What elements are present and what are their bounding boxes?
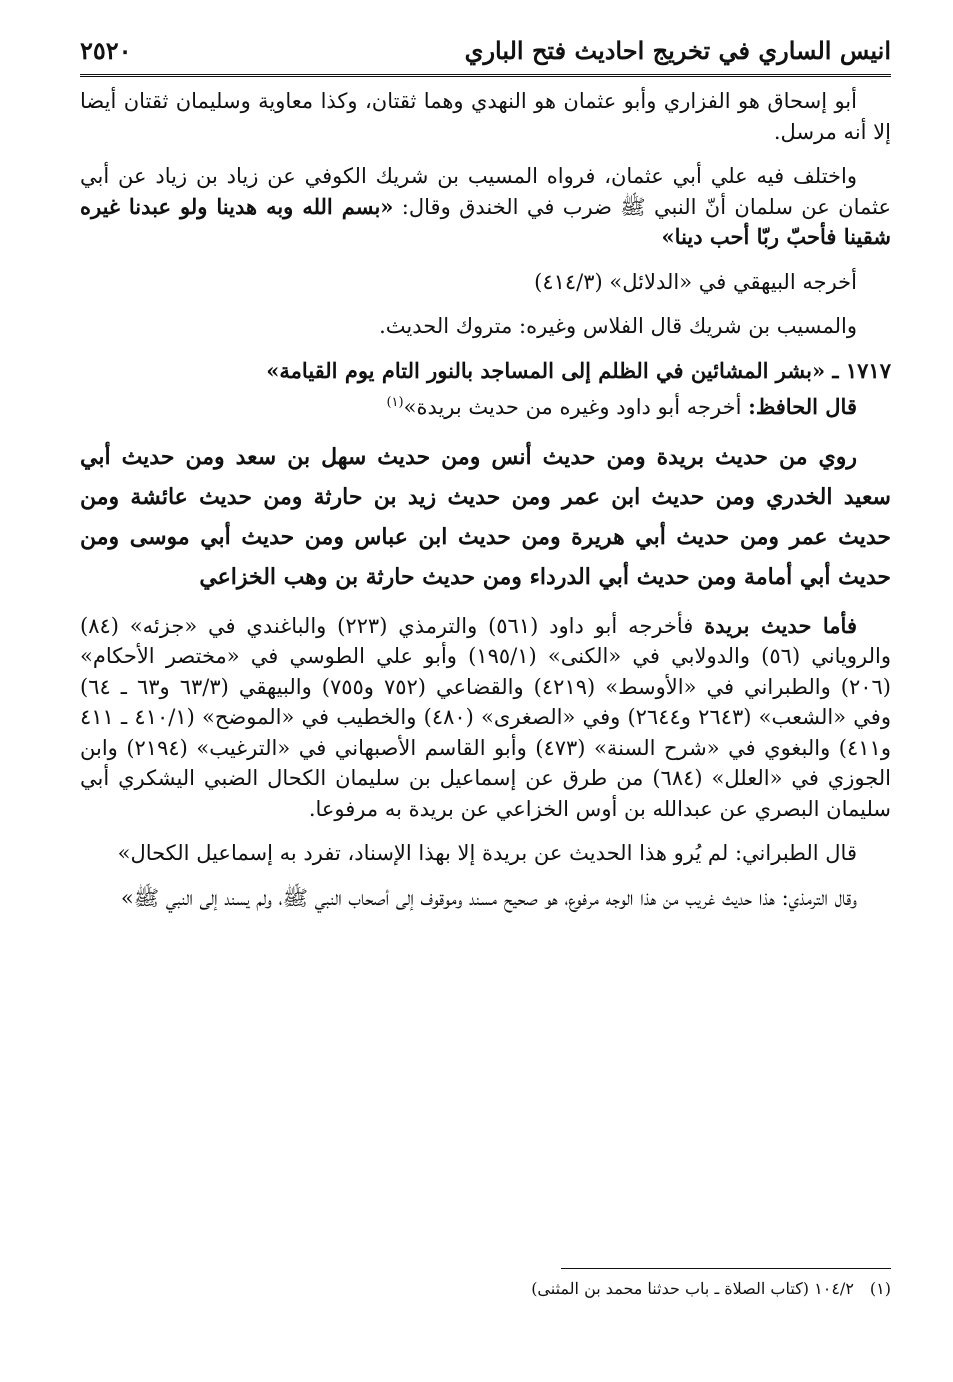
hafiz-line [80,392,891,423]
hafiz-label: قال الحافظ: [748,394,857,419]
hadith-heading: ١٧١٧ ـ «بشر المشائين في الظلم إلى المساجد بالنور التام يوم القيامة» [266,357,891,383]
paragraph-2-quote: «بسم الله وبه هدينا ولو عبدنا غيره شقينا فأحبّ ربّا أحب دينا» [80,193,891,249]
paragraph-5: روي من حديث بريدة ومن حديث أنس ومن حديث سهل بن سعد ومن حديث أبي سعيد الخدري ومن حديث ابن عمر ومن حديث زيد بن حارثة ومن حديث عائشة ومن حديث عمر ومن حديث أبي هريرة ومن حديث ابن عباس ومن حديث أبي موسى ومن حديث أبي أمامة ومن حديث أبي الدرداء ومن حديث حارثة بن وهب الخزاعي [80,443,891,590]
book-title: انيس الساري في تخريج احاديث فتح الباري [464,35,891,65]
footnote-text: ١٠٤/٢ (كتاب الصلاة ـ باب حدثنا محمد بن المثنى) [531,1279,854,1298]
paragraph-1: أبو إسحاق هو الفزاري وأبو عثمان هو النهدي وهما ثقتان، وكذا معاوية وسليمان ثقتان أيضا إلا أنه مرسل. [80,89,891,144]
paragraph-8: وقال الترمذي: هذا حديث غريب من هذا الوجه مرفوع، هو صحيح مسند وموقوف إلى أصحاب النبي ﷺ، ولم يسند إلى النبي ﷺ» [120,885,857,910]
paragraph-6 [80,611,891,825]
paragraph-7: قال الطبراني: لم يُرو هذا الحديث عن بريدة إلا بهذا الإسناد، تفرد به إسماعيل الكحال» [117,841,857,865]
paragraph-2 [80,161,891,253]
paragraph-4: والمسيب بن شريك قال الفلاس وغيره: متروك الحديث. [379,314,857,338]
footnote [80,1276,891,1302]
page-body [80,86,891,927]
header-rule [80,74,891,77]
paragraph-3: أخرجه البيهقي في «الدلائل» (٤١٤/٣) [534,269,857,294]
hafiz-text: أخرجه أبو داود وغيره من حديث بريدة» [403,395,749,419]
footnote-reference: (١) [386,395,404,410]
running-header [80,28,891,72]
paragraph-2-text: واختلف فيه علي أبي عثمان، فرواه المسيب بن شريك الكوفي عن زياد بن زياد عن أبي عثمان عن سلمان أنّ النبي ﷺ ضرب في الخندق وقال: [80,164,891,219]
footnote-rule [561,1268,891,1269]
footnote-number: (١) [869,1279,891,1298]
paragraph-6-lead: فأما حديث بريدة [704,612,857,638]
paragraph-6-text: فأخرجه أبو داود (٥٦١) والترمذي (٢٢٣) والباغندي في «جزئه» (٨٤) والروياني (٥٦) والدولابي في «الكنى» (١٩٥/١) وأبو علي الطوسي في «مختصر الأحكام» (٢٠٦) والطبراني في «الأوسط» (٤٢١٩) والقضاعي (٧٥٢ و٧٥٥) والبيهقي (٦٣/٣ و٦٣ ـ ٦٤) وفي «الشعب» (٢٦٤٣ و٢٦٤٤) وفي «الصغرى» (٤٨٠) والخطيب في «الموضح» (٤١٠/١ ـ ٤١١ و٤١١) والبغوي في «شرح السنة» (٤٧٣) وأبو القاسم الأصبهاني في «الترغيب» (٢١٩٤) وابن الجوزي في «العلل» (٦٨٤) من طرق عن إسماعيل بن سليمان الكحال الضبي اليشكري أبي سليمان البصري عن عبدالله بن أوس الخزاعي عن بريدة به مرفوعا. [80,613,892,821]
page-number: ٢٥٢٠ [80,35,132,65]
